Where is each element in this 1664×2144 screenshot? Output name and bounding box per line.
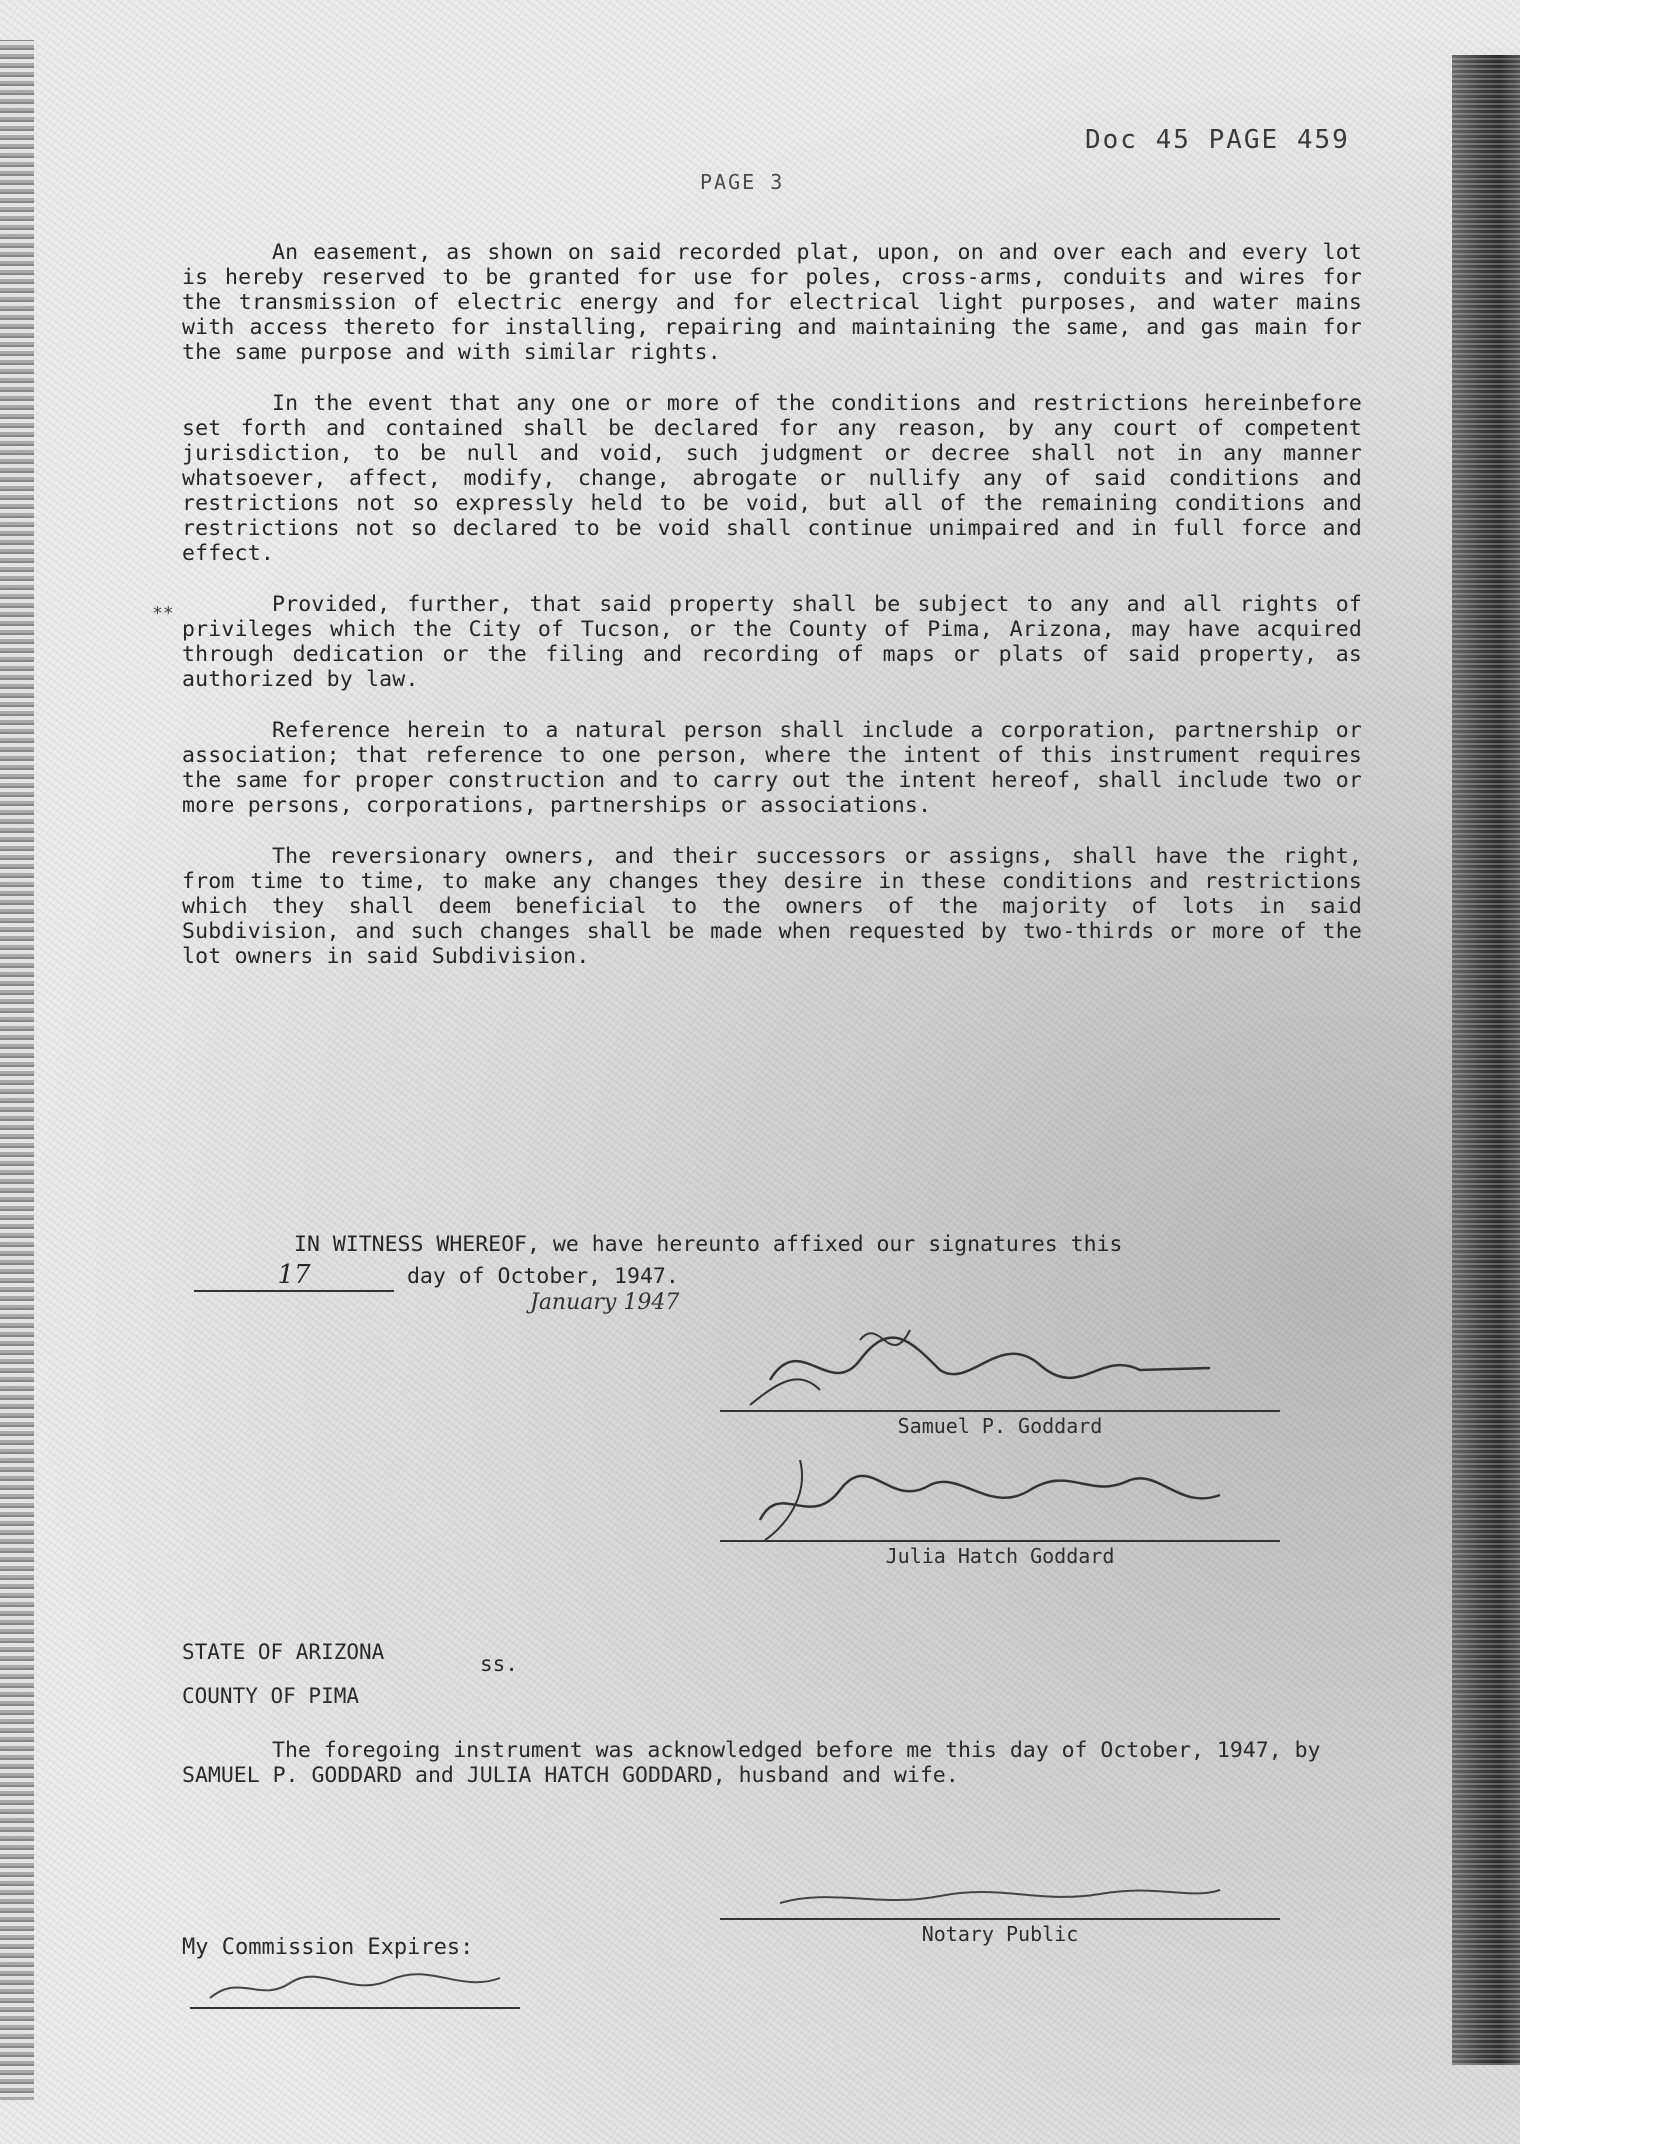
scan-left-edge bbox=[0, 40, 34, 2100]
paragraph-easement: An easement, as shown on said recorded plat, upon, on and over each and every lot is hereby reserved to be granted for use for poles, cross-arms, conduits and wires for the transmission of electric energy and for electrical light purposes, and water mains with access thereto for installing, repairing and maintaining the same, and gas main for the same purpose and with similar rights. bbox=[182, 240, 1362, 365]
paragraph-reference: Reference herein to a natural person shall include a corporation, partnership or association; that reference to one person, where the intent of this instrument requires the same for proper construction and to carry out the intent hereof, shall include two or more persons, corporations, partnerships or associations. bbox=[182, 718, 1362, 818]
witness-clause bbox=[194, 1232, 1354, 1257]
signature-scrawl-samuel bbox=[740, 1310, 1260, 1410]
acknowledgment-text: The foregoing instrument was acknowledged before me this day of October, 1947, by SAMUEL P. GODDARD and JULIA HATCH GODDARD, husband and wife. bbox=[182, 1738, 1321, 1788]
notary-signature-block bbox=[720, 1868, 1280, 1946]
handwritten-date-correction: January 1947 bbox=[530, 1290, 680, 1315]
notary-signature-scrawl bbox=[740, 1868, 1260, 1918]
scan-right-shadow-bar bbox=[1452, 55, 1520, 2065]
scan-right-margin bbox=[1520, 0, 1664, 2144]
margin-mark: ** bbox=[152, 603, 174, 624]
signature-block-julia bbox=[720, 1440, 1280, 1568]
venue-state: STATE OF ARIZONA bbox=[182, 1640, 385, 1664]
witness-text: IN WITNESS WHEREOF, we have hereunto affixed our signatures this bbox=[294, 1232, 1123, 1257]
paragraph-rights: Provided, further, that said property shall be subject to any and all rights of privileges which the City of Tucson, or the County of Pima, Arizona, may have acquired through dedication or the filing and recording of maps or plats of said property, as authorized by law. bbox=[182, 592, 1362, 692]
commission-label: My Commission Expires: bbox=[182, 1935, 474, 1960]
paragraph-severability: In the event that any one or more of the conditions and restrictions hereinbefore set forth and contained shall be declared for any reason, by any court of competent jurisdiction, to be null and void, such judgment or decree shall not in any manner whatsoever, affect, modify, change, abrogate or nullify any of said conditions and restrictions not so expressly held to be void, but all of the remaining conditions and restrictions not so declared to be void shall continue unimpaired and in full force and effect. bbox=[182, 391, 1362, 566]
book-page-stamp: Doc 45 PAGE 459 bbox=[1085, 125, 1350, 155]
venue-county: COUNTY OF PIMA bbox=[182, 1684, 360, 1708]
signature-line-julia bbox=[720, 1540, 1280, 1542]
deed-body bbox=[182, 240, 1362, 995]
signature-line-samuel bbox=[720, 1410, 1280, 1412]
signature-scrawl-julia bbox=[740, 1440, 1260, 1540]
paragraph-reversionary: The reversionary owners, and their successors or assigns, shall have the right, from time to time, to make any changes they desire in these conditions and restrictions which they shall deem beneficial to the owners of the majority of lots in said Subdivision, and such changes shall be made when requested by two-thirds or more of the lot owners in said Subdivision. bbox=[182, 844, 1362, 969]
notary-signature-line bbox=[720, 1918, 1280, 1920]
signature-name-julia: Julia Hatch Goddard bbox=[885, 1544, 1115, 1568]
venue-ss: ss. bbox=[480, 1652, 518, 1676]
commission-date-scrawl bbox=[200, 1968, 520, 2008]
signature-block-samuel bbox=[720, 1310, 1280, 1438]
signature-name-samuel: Samuel P. Goddard bbox=[897, 1414, 1103, 1438]
witness-day-suffix: day of October, 1947. bbox=[406, 1264, 679, 1289]
witness-day-number: 17 bbox=[194, 1260, 394, 1292]
venue-block bbox=[182, 1640, 384, 1728]
notary-label: Notary Public bbox=[921, 1922, 1079, 1946]
page-number-mark: PAGE 3 bbox=[700, 170, 785, 194]
witness-date bbox=[194, 1260, 794, 1292]
commission-date-line bbox=[190, 2007, 520, 2009]
